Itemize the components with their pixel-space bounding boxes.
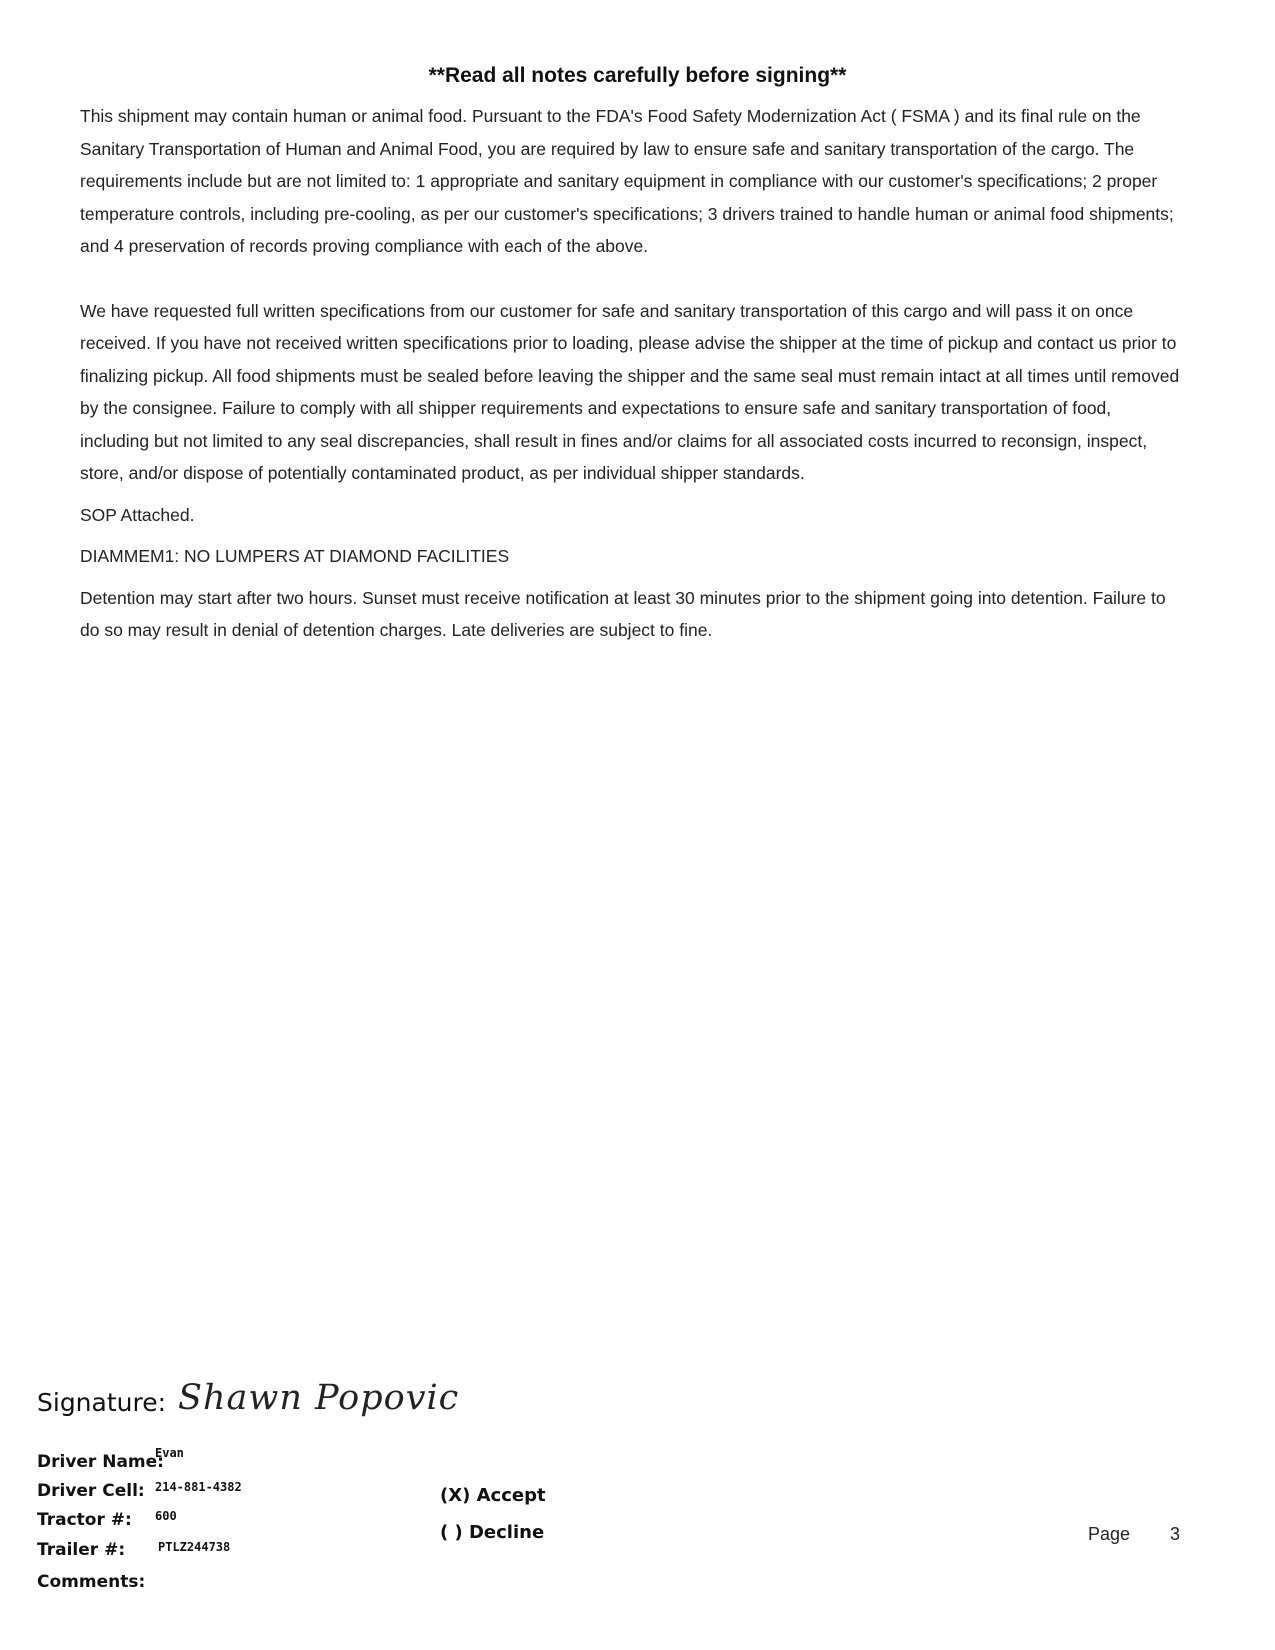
driver-cell-label: Driver Cell:: [37, 1481, 145, 1501]
signature-label: Signature:: [37, 1388, 167, 1417]
signature-handwritten: Shawn Popovic: [178, 1378, 460, 1418]
driver-name-value: Evan: [155, 1446, 184, 1460]
specifications-paragraph: We have requested full written specifications from our customer for safe and sanitary transportation of this cargo and will pass it on once received. If you have not received written specifications prior to loading, please advise the shipper at the time of pickup and contact us prior to finalizing pickup. All food shipments must be sealed before leaving the shipper and the same seal must remain intact at all times until removed by the consignee. Failure to comply with all shipper requirements and expectations to ensure safe and sanitary transportation of food, including but not limited to any seal discrepancies, shall result in fines and/or claims for all associated costs incurred to reconsign, inspect, store, and/or dispose of potentially contaminated product, as per individual shipper standards.: [80, 300, 1180, 483]
accept-option: (X) Accept: [440, 1485, 546, 1506]
page-label: Page: [1088, 1524, 1131, 1544]
decline-option: ( ) Decline: [440, 1522, 545, 1543]
driver-name-label: Driver Name:: [37, 1452, 164, 1472]
notice-title: **Read all notes carefully before signing**: [428, 64, 847, 87]
sop-line: SOP Attached.: [80, 504, 195, 525]
notice-body: [80, 100, 1180, 647]
tractor-value: 600: [155, 1509, 177, 1523]
comments-label: Comments:: [37, 1572, 146, 1592]
page-number: 3: [1170, 1524, 1181, 1544]
tractor-label: Tractor #:: [37, 1510, 132, 1530]
trailer-value: PTLZ244738: [158, 1540, 231, 1554]
trailer-label: Trailer #:: [37, 1540, 126, 1560]
driver-cell-value: 214-881-4382: [155, 1480, 242, 1494]
lumpers-line: DIAMMEM1: NO LUMPERS AT DIAMOND FACILITIES: [80, 546, 510, 566]
detention-paragraph: Detention may start after two hours. Sunset must receive notification at least 30 minutes prior to the shipment going into detention. Failure to do so may result in denial of detention charges. Late deliveries are subject to fine.: [80, 587, 1166, 640]
fsma-paragraph: This shipment may contain human or animal food. Pursuant to the FDA's Food Safety Modernization Act ( FSMA ) and its final rule on the Sanitary Transportation of Human and Animal Food, you are required by law to ensure safe and sanitary transportation of the cargo. The requirements include but are not limited to: 1 appropriate and sanitary equipment in compliance with our customer's specifications; 2 proper temperature controls, including pre-cooling, as per our customer's specifications; 3 drivers trained to handle human or animal food shipments; and 4 preservation of records proving compliance with each of the above.: [80, 106, 1174, 256]
